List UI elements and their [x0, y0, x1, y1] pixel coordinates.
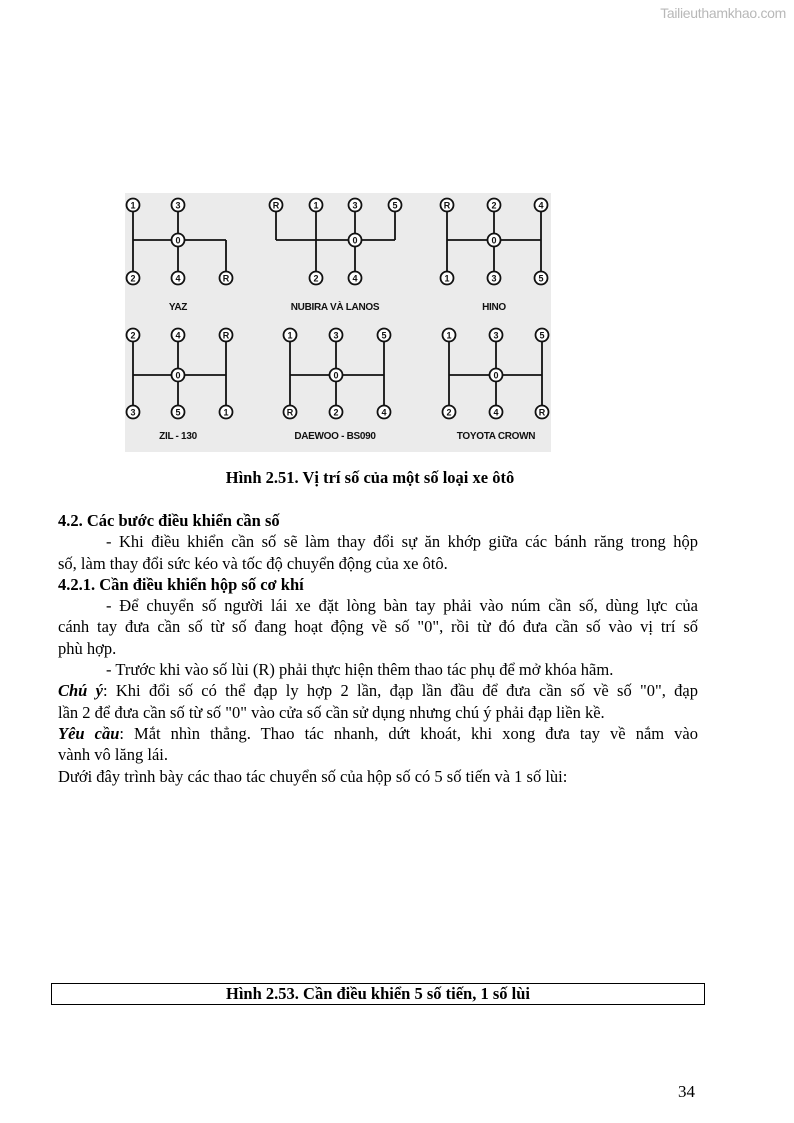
- pattern-name: TOYOTA CROWN: [456, 431, 536, 442]
- gear-position-label: 5: [392, 200, 398, 211]
- heading-4-2-1: 4.2.1. Cần điều khiển hộp số cơ khí: [58, 574, 304, 594]
- watermark: Tailieuthamkhao.com: [660, 5, 786, 21]
- gear-position-label: 3: [491, 273, 497, 284]
- note-line: lần 2 để đưa cần số từ số "0" vào cửa số cần sử dụng nhưng chú ý phải đạp liền kề.: [58, 702, 605, 722]
- paragraph-line: phù hợp.: [58, 638, 117, 658]
- gear-position-label: 5: [175, 407, 181, 418]
- page-number: 34: [678, 1082, 695, 1101]
- neutral-position-label: 0: [491, 235, 497, 246]
- pattern-name: NUBIRA VÀ LANOS: [290, 302, 380, 313]
- pattern-name: ZIL - 130: [159, 431, 197, 442]
- requirement-text: : Mắt nhìn thẳng. Thao tác nhanh, dứt khoát, khi xong đưa tay về nắm vào: [119, 723, 698, 743]
- paragraph-line: - Trước khi vào số lùi (R) phải thực hiện thêm thao tác phụ để mở khóa hãm.: [106, 660, 614, 680]
- paragraph-line: - Để chuyển số người lái xe đặt lòng bàn tay phải vào núm cần số, dùng lực của: [106, 596, 698, 616]
- gear-position-label: 1: [444, 273, 450, 284]
- gear-position-label: 2: [130, 330, 136, 341]
- paragraph-line: cánh tay đưa cần số từ số đang hoạt động về số "0", rồi từ đó đưa cần số vào vị trí số: [58, 617, 698, 637]
- gear-position-label: 2: [333, 407, 339, 418]
- gear-position-label: 2: [313, 273, 319, 284]
- gear-position-label: 3: [493, 330, 499, 341]
- gear-position-label: 5: [381, 330, 387, 341]
- gear-position-label: R: [272, 200, 280, 211]
- note-line: [58, 680, 698, 701]
- gear-position-label: 3: [175, 200, 181, 211]
- pattern-name: HINO: [482, 302, 506, 313]
- gear-position-label: 1: [313, 200, 319, 211]
- gear-position-label: 3: [352, 200, 358, 211]
- gear-position-label: R: [286, 407, 294, 418]
- document-body: [58, 510, 698, 787]
- gear-position-label: 4: [493, 407, 499, 418]
- gear-position-label: 3: [333, 330, 339, 341]
- neutral-position-label: 0: [175, 235, 181, 246]
- gear-patterns-diagram: [125, 193, 551, 452]
- paragraph-line: Dưới đây trình bày các thao tác chuyển số của hộp số có 5 số tiến và 1 số lùi:: [58, 766, 568, 786]
- gear-position-label: 1: [446, 330, 452, 341]
- pattern-name: YAZ: [168, 302, 188, 313]
- neutral-position-label: 0: [175, 370, 181, 381]
- requirement-line: vành vô lăng lái.: [58, 745, 168, 765]
- gear-position-label: 4: [175, 330, 181, 341]
- gear-position-label: R: [443, 200, 451, 211]
- gear-position-label: 4: [352, 273, 358, 284]
- figure-2-53-caption: Hình 2.53. Cần điều khiển 5 số tiến, 1 số lùi: [51, 983, 705, 1005]
- pattern-name: DAEWOO - BS090: [294, 431, 376, 442]
- neutral-position-label: 0: [493, 370, 499, 381]
- requirement-label: Yêu cầu: [58, 723, 120, 743]
- note-label: Chú ý: [58, 681, 103, 701]
- gear-position-label: R: [222, 330, 230, 341]
- gear-position-label: 4: [381, 407, 387, 418]
- paragraph-line: - Khi điều khiển cần số sẽ làm thay đổi sự ăn khớp giữa các bánh răng trong hộp: [106, 532, 698, 552]
- gear-position-label: 5: [538, 273, 544, 284]
- paragraph-line: số, làm thay đổi sức kéo và tốc độ chuyển động của xe ôtô.: [58, 553, 448, 573]
- gear-position-label: R: [538, 407, 546, 418]
- gear-position-label: 1: [130, 200, 136, 211]
- neutral-position-label: 0: [352, 235, 358, 246]
- gear-position-label: 2: [446, 407, 452, 418]
- gear-patterns-figure: [125, 193, 551, 452]
- gear-position-label: R: [222, 273, 230, 284]
- gear-position-label: 2: [491, 200, 497, 211]
- gear-position-label: 1: [287, 330, 293, 341]
- gear-position-label: 1: [223, 407, 229, 418]
- gear-position-label: 4: [175, 273, 181, 284]
- figure-caption: Hình 2.51. Vị trí số của một số loại xe ôtô: [225, 468, 515, 487]
- neutral-position-label: 0: [333, 370, 339, 381]
- gear-position-label: 2: [130, 273, 136, 284]
- gear-position-label: 3: [130, 407, 136, 418]
- note-text: : Khi đổi số có thể đạp ly hợp 2 lần, đạp lần đầu để đưa cần số về số "0", đạp: [103, 681, 698, 701]
- requirement-line: [58, 723, 698, 744]
- gear-position-label: 5: [539, 330, 545, 341]
- gear-position-label: 4: [538, 200, 544, 211]
- heading-4-2: 4.2. Các bước điều khiển cần số: [58, 511, 280, 530]
